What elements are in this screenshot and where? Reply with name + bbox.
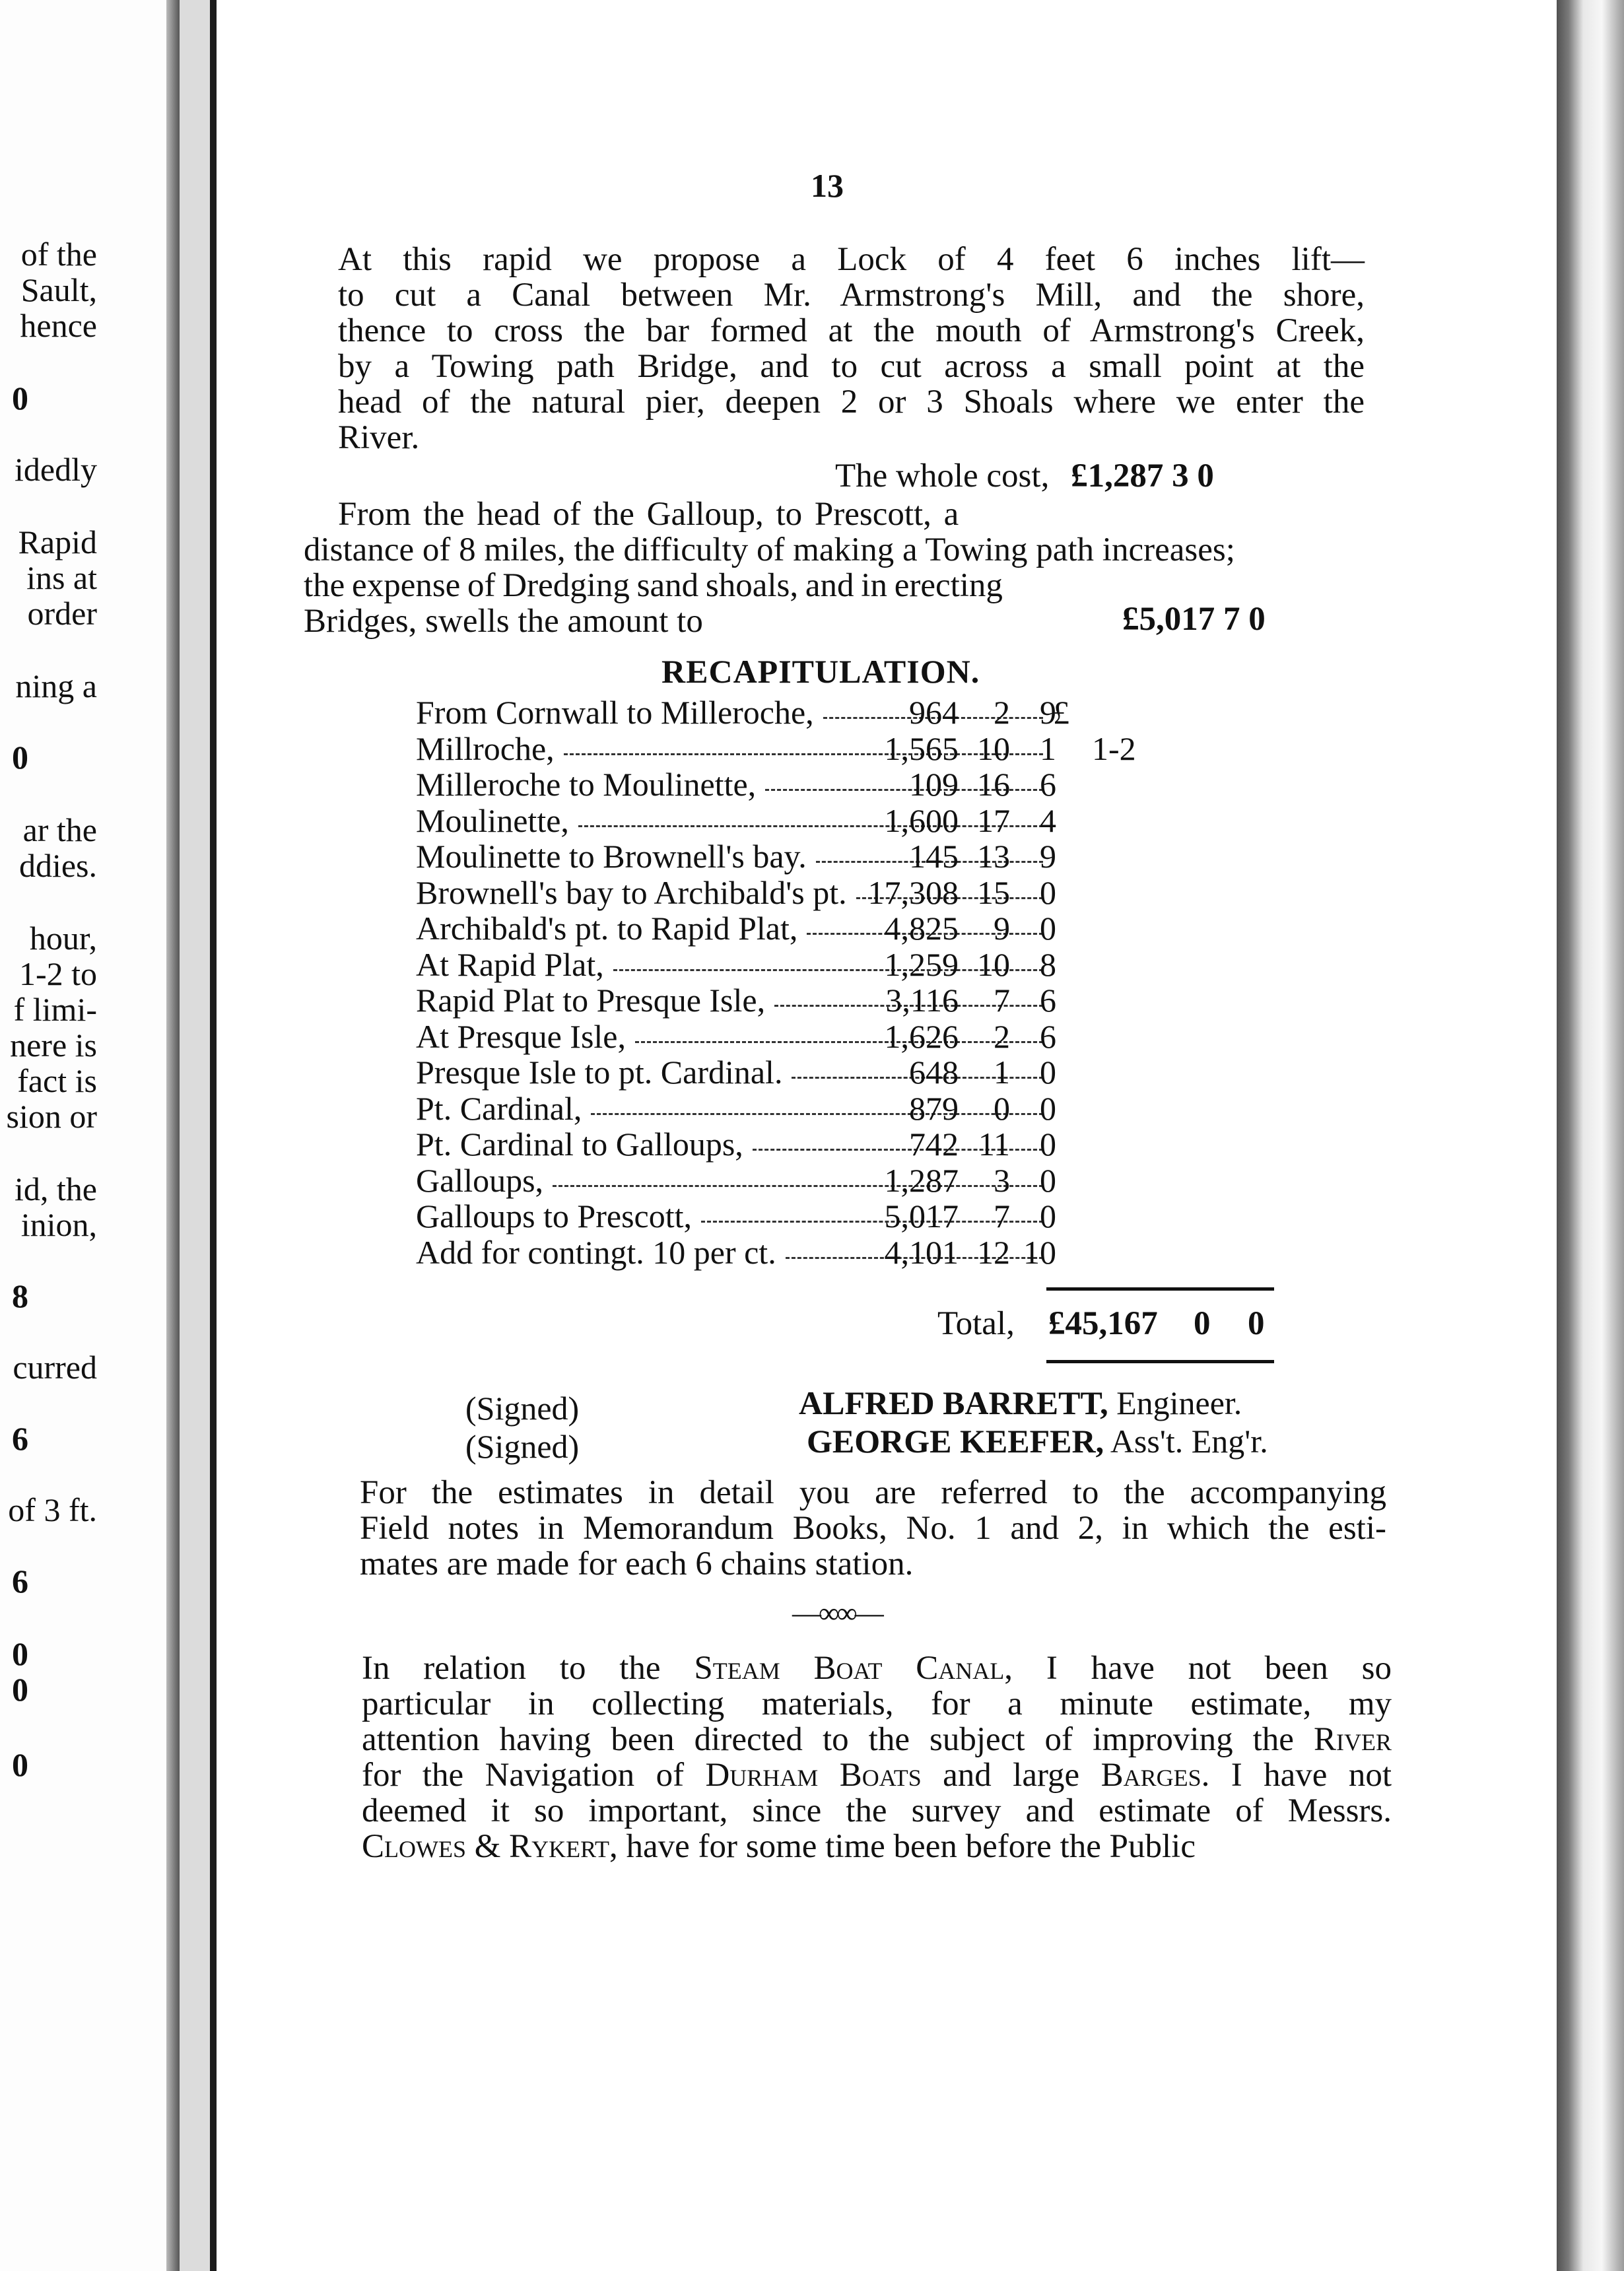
ornament-divider: —∞∞— — [792, 1597, 881, 1629]
previous-page-fragment: hence — [20, 307, 97, 344]
recap-pounds: 1,600 — [884, 801, 959, 839]
text-line: for the Navigation of Durham Boats and large Barges. I have not — [362, 1757, 1392, 1794]
recap-row — [416, 1053, 1347, 1089]
recap-pounds: 109 — [909, 766, 959, 803]
whole-cost-line — [835, 457, 1214, 495]
recap-shillings: 16 — [977, 766, 1010, 803]
recap-row — [416, 1197, 1347, 1233]
recap-row — [416, 1233, 1347, 1269]
whole-cost-label: The whole cost, — [835, 458, 1050, 494]
previous-page-fragment: 1-2 to — [18, 955, 97, 992]
signature-1-name — [799, 1384, 1242, 1422]
recap-pounds: 145 — [909, 838, 959, 875]
signer-name: GEORGE KEEFER, — [807, 1423, 1104, 1460]
previous-page-fragment: nere is — [10, 1027, 97, 1064]
text-line: attention having been directed to the subject of improving the River — [362, 1721, 1392, 1758]
previous-page-fragment: inion, — [20, 1206, 97, 1243]
recap-pence: 4 — [1040, 801, 1056, 839]
recap-shillings: 3 — [994, 1161, 1010, 1199]
previous-page-fragment: order — [27, 595, 97, 632]
recap-row-label: Add for contingt. 10 per ct. — [416, 1233, 776, 1271]
previous-page-fragment: 0 — [12, 380, 28, 417]
recap-row — [416, 945, 1347, 981]
previous-page-fragment: of the — [20, 236, 97, 273]
previous-page-fragment: hour, — [29, 920, 97, 957]
recap-pounds: 1,565 — [884, 729, 959, 767]
recap-row-label: Moulinette to Brownell's bay. — [416, 838, 807, 875]
text-line: Clowes & Rykert, have for some time been before the Public — [362, 1828, 1196, 1865]
signed-label: (Signed) — [465, 1428, 580, 1465]
galloup-prescott-amount: £5,017 7 0 — [1122, 601, 1266, 638]
text-line: In relation to the Steam Boat Canal, I have not been so — [362, 1650, 1392, 1687]
recap-pounds: 17,308 — [867, 873, 959, 911]
recap-row — [416, 765, 1347, 801]
recap-row — [416, 1089, 1347, 1125]
previous-page-fragment: ddies. — [18, 847, 97, 884]
recap-pounds: 742 — [909, 1126, 959, 1163]
recap-row — [416, 837, 1347, 873]
signature-1 — [465, 1389, 579, 1427]
previous-page-fragment: f limi- — [13, 991, 97, 1028]
recap-pence: 1 — [1040, 729, 1056, 767]
recap-shillings: 1 — [994, 1054, 1010, 1091]
recap-row — [416, 1161, 1347, 1197]
text-line: From the head of the Galloup, to Prescott, a — [338, 496, 959, 533]
previous-page-fragment: 0 — [12, 1671, 28, 1708]
total-label: Total, — [937, 1305, 1015, 1342]
paragraph-lock-proposal — [338, 242, 1365, 456]
text-line: Field notes in Memorandum Books, No. 1 and 2, in which the esti- — [360, 1510, 1386, 1547]
recap-shillings: 15 — [977, 873, 1010, 911]
signer-title: Ass't. Eng'r. — [1110, 1423, 1268, 1460]
previous-page-fragment: 8 — [12, 1277, 28, 1314]
previous-page-fragment: curred — [13, 1349, 97, 1386]
previous-page-fragment: Sault, — [20, 271, 97, 308]
recap-pence: 8 — [1040, 945, 1056, 983]
total-rule-top — [1046, 1287, 1274, 1291]
previous-page-fragment: fact is — [17, 1062, 97, 1099]
recap-pence: 0 — [1040, 1054, 1056, 1091]
recap-row — [416, 981, 1347, 1017]
text-line: For the estimates in detail you are referred to the accompanying — [360, 1474, 1386, 1511]
recap-row — [416, 909, 1347, 945]
recap-row — [416, 873, 1347, 909]
previous-page-fragment: idedly — [15, 451, 97, 488]
recap-row-label: Galloups, — [416, 1161, 544, 1199]
recap-row-label: Pt. Cardinal, — [416, 1089, 582, 1127]
recap-row-label: At Presque Isle, — [416, 1017, 626, 1055]
recap-pence: 6 — [1040, 766, 1056, 803]
signer-title: Engineer. — [1116, 1384, 1242, 1421]
recapitulation-heading: RECAPITULATION. — [661, 653, 980, 690]
previous-page-strip — [0, 0, 180, 2271]
recap-pounds: 1,259 — [884, 945, 959, 983]
recap-pence: 0 — [1040, 1161, 1056, 1199]
text-line: particular in collecting materials, for a minute estimate, my — [362, 1685, 1392, 1722]
recap-shillings: 7 — [994, 1198, 1010, 1235]
recap-row-label: Milleroche to Moulinette, — [416, 766, 757, 803]
page-gutter — [166, 0, 180, 2271]
previous-page-fragment: 6 — [12, 1563, 28, 1600]
recap-pounds: 1,626 — [884, 1017, 959, 1055]
recap-row-label: From Cornwall to Milleroche, — [416, 694, 814, 731]
text-line: to cut a Canal between Mr. Armstrong's Mill, and the shore, — [338, 277, 1365, 314]
recap-pence: 0 — [1040, 1126, 1056, 1163]
recap-row — [416, 1017, 1347, 1053]
previous-page-fragment: 0 — [12, 739, 28, 776]
recap-shillings: 10 — [977, 729, 1010, 767]
signer-name: ALFRED BARRETT, — [799, 1384, 1108, 1421]
text-line: head of the natural pier, deepen 2 or 3 Shoals where we enter the — [338, 384, 1365, 421]
previous-page-fragment: 0 — [12, 1746, 28, 1783]
recap-pounds: 648 — [909, 1054, 959, 1091]
recap-row-label: Galloups to Prescott, — [416, 1198, 693, 1235]
text-line: thence to cross the bar formed at the mouth of Armstrong's Creek, — [338, 312, 1365, 349]
previous-page-fragment: id, the — [15, 1170, 97, 1207]
recap-shillings: 2 — [994, 1017, 1010, 1055]
total-shillings: 0 — [1194, 1305, 1211, 1342]
signature-2 — [465, 1427, 579, 1466]
text-line: deemed it so important, since the survey and estimate of Messrs. — [362, 1792, 1392, 1829]
total-pence: 0 — [1248, 1305, 1265, 1342]
recap-row-label: At Rapid Plat, — [416, 945, 604, 983]
paragraph-steam-boat-canal — [362, 1650, 1392, 1864]
recap-shillings: 0 — [994, 1089, 1010, 1127]
previous-page-fragment: 6 — [12, 1420, 28, 1457]
recap-row — [416, 801, 1347, 837]
recap-row — [416, 729, 1347, 765]
recap-pence: 6 — [1040, 982, 1056, 1019]
recap-pounds: 964 — [909, 694, 959, 731]
total-amount: £45,167 — [1048, 1305, 1158, 1342]
previous-page-fragment: 0 — [12, 1635, 28, 1672]
text-line: Bridges, swells the amount to — [304, 603, 703, 640]
recap-row-label: Brownell's bay to Archibald's pt. — [416, 873, 847, 911]
previous-page-fragment: ning a — [15, 667, 97, 704]
previous-page-fragment: Rapid — [18, 524, 97, 560]
recap-pounds: 3,116 — [885, 982, 959, 1019]
page-edge — [1550, 0, 1624, 2271]
recap-shillings: 17 — [977, 801, 1010, 839]
previous-page-fragment: of 3 ft. — [8, 1491, 97, 1528]
recap-row-label: Presque Isle to pt. Cardinal. — [416, 1054, 783, 1091]
recap-pence: 0 — [1040, 910, 1056, 947]
recap-pounds: 879 — [909, 1089, 959, 1127]
text-line: by a Towing path Bridge, and to cut across a small point at the — [338, 348, 1365, 385]
recap-shillings: 12 — [977, 1233, 1010, 1271]
recap-pence: 9 — [1040, 838, 1056, 875]
recap-pence: 0 — [1040, 1198, 1056, 1235]
recap-shillings: 10 — [977, 945, 1010, 983]
recap-row — [416, 1125, 1347, 1161]
total-row — [660, 1305, 1281, 1341]
whole-cost-amount: £1,287 3 0 — [1071, 458, 1214, 494]
recap-pence: 0 — [1040, 873, 1056, 911]
signed-label: (Signed) — [465, 1390, 580, 1427]
paragraph-field-notes — [360, 1475, 1386, 1582]
recap-row-label: Pt. Cardinal to Galloups, — [416, 1126, 743, 1163]
previous-page-fragment: sion or — [6, 1098, 97, 1135]
recap-pence: 10 — [1023, 1233, 1056, 1271]
recap-row — [416, 693, 1347, 729]
recap-shillings: 13 — [977, 838, 1010, 875]
currency-symbol: £ — [1053, 694, 1069, 731]
recap-pence: 9 — [1040, 694, 1056, 731]
text-line: At this rapid we propose a Lock of 4 feet 6 inches lift— — [338, 241, 1365, 278]
recap-shillings: 9 — [994, 910, 1010, 947]
recap-shillings: 7 — [994, 982, 1010, 1019]
recap-pounds: 4,101 — [884, 1233, 959, 1271]
recap-pounds: 1,287 — [884, 1161, 959, 1199]
recap-row-label: Millroche, — [416, 729, 555, 767]
signature-2-name — [807, 1422, 1268, 1460]
recap-shillings: 2 — [994, 694, 1010, 731]
text-line: mates are made for each 6 chains station. — [360, 1545, 914, 1582]
recap-row-label: Archibald's pt. to Rapid Plat, — [416, 910, 798, 947]
recap-fraction: 1-2 — [1092, 729, 1136, 767]
text-line: the expense of Dredging sand shoals, and in erecting — [304, 567, 1003, 604]
recap-row-label: Rapid Plat to Presque Isle, — [416, 982, 766, 1019]
recap-shillings: 11 — [978, 1126, 1010, 1163]
page-number: 13 — [811, 167, 844, 204]
recap-pence: 0 — [1040, 1089, 1056, 1127]
text-line: River. — [338, 419, 420, 456]
recap-pounds: 5,017 — [884, 1198, 959, 1235]
recap-pence: 6 — [1040, 1017, 1056, 1055]
total-rule-bottom — [1046, 1360, 1274, 1363]
recap-pounds: 4,825 — [884, 910, 959, 947]
text-line: distance of 8 miles, the difficulty of making a Towing path increases; — [304, 531, 1235, 568]
previous-page-fragment: ar the — [22, 811, 97, 848]
recap-row-label: Moulinette, — [416, 801, 569, 839]
previous-page-fragment: ins at — [26, 559, 97, 596]
